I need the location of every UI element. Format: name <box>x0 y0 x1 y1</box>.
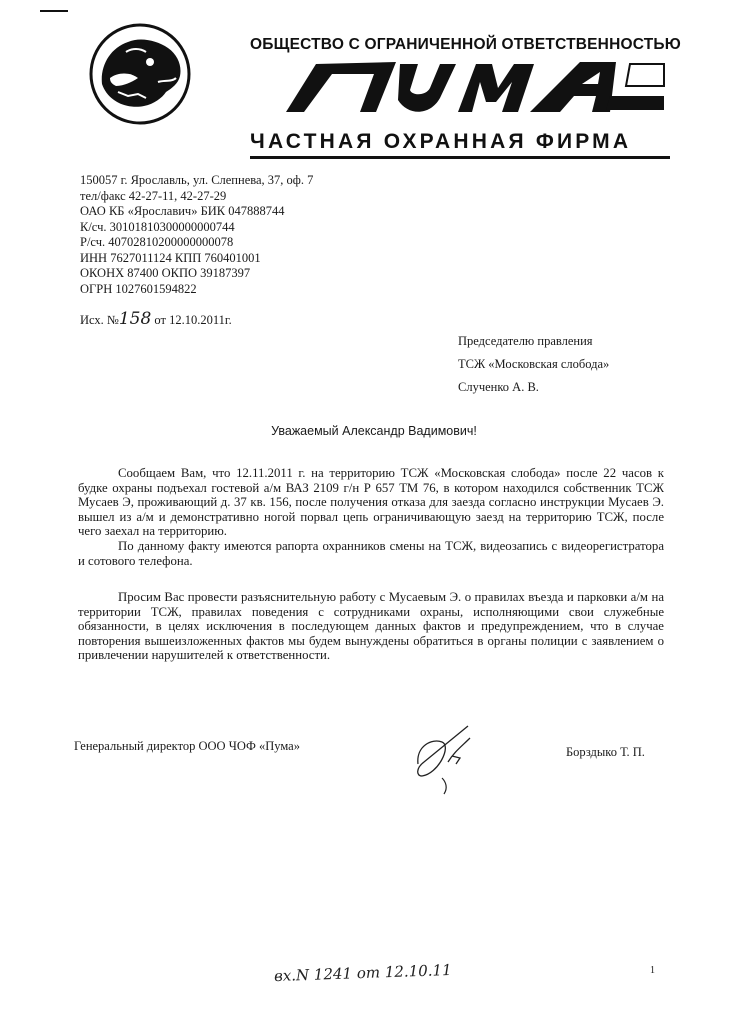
outgoing-reference <box>80 309 232 329</box>
requisite-inn: ИНН 7627011124 КПП 760401001 <box>80 250 261 265</box>
outgoing-number: 158 <box>118 309 152 329</box>
addressee-block <box>458 330 609 399</box>
body-paragraph-3: Просим Вас провести разъяснительную работу с Мусаевым Э. о правилах въезда и парковки а/м на территории ТСЖ, правилах поведения с сотрудниками охраны, исполняющими свои служебные обязанности, в целях исключения в последующем данных фактов и предупреждением, что в случае повторения вышеизложенных фактов мы будем вынуждены обратиться в органы полиции с заявлением о привлечении нарушителей к ответственности. <box>78 590 664 663</box>
outgoing-date: от 12.10.2011г. <box>154 313 232 327</box>
body-paragraph-1: Сообщаем Вам, что 12.11.2011 г. на территорию ТСЖ «Московская слобода» после 22 часов к будке охраны подъехал гостевой а/м ВАЗ 2109 г/н Р 657 ТМ 76, в котором находился собственник ТСЖ Мусаев Э, проживающий д. 37 кв. 156, после получения отказа для заезда согласно инструкции Мусаев Э. вышел из а/м и демонстративно ногой порвал цепь ограничивающую заезд на территорию ТСЖ, после чего заехал на территорию. <box>78 466 664 539</box>
addressee-name: Слученко А. В. <box>458 380 539 394</box>
company-requisites <box>80 173 313 297</box>
handwritten-signature <box>408 716 492 796</box>
brand-wordmark-logo <box>280 56 670 116</box>
requisite-corr-account: К/сч. 30101810300000000744 <box>80 219 235 234</box>
addressee-position: Председателю правления <box>458 334 593 348</box>
body-paragraph-2: По данному факту имеются рапорта охранников смены на ТСЖ, видеозапись с видеорегистратора и сотового телефона. <box>78 538 664 568</box>
greeting: Уважаемый Александр Вадимович! <box>271 424 477 438</box>
requisite-bank: ОАО КБ «Ярославич» БИК 047888744 <box>80 204 285 218</box>
requisite-ogrn: ОГРН 1027601594822 <box>80 281 197 296</box>
signatory-position: Генеральный директор ООО ЧОФ «Пума» <box>74 739 300 753</box>
signatory-name: Борздыко Т. П. <box>566 745 645 759</box>
letter-body-part2 <box>78 590 664 663</box>
addressee-organization: ТСЖ «Московская слобода» <box>458 357 610 371</box>
requisite-okonh: ОКОНХ 87400 ОКПО 39187397 <box>80 266 251 280</box>
company-subtitle: ЧАСТНАЯ ОХРАННАЯ ФИРМА <box>250 130 632 153</box>
incoming-registration-note: вх.N 1241 от 12.10.11 <box>273 960 452 986</box>
requisite-address: 150057 г. Ярославль, ул. Слепнева, 37, оф. 7 <box>80 173 314 187</box>
requisite-phone: тел/факс 42-27-11, 42-27-29 <box>80 188 227 203</box>
page-number: 1 <box>650 965 655 976</box>
scan-mark <box>40 10 68 12</box>
requisite-account: Р/сч. 40702810200000000078 <box>80 235 234 249</box>
outgoing-prefix: Исх. № <box>80 313 119 327</box>
puma-head-logo <box>88 22 192 126</box>
letterhead-rule <box>250 156 670 159</box>
letter-body-part1 <box>78 466 664 568</box>
company-legal-form: ОБЩЕСТВО С ОГРАНИЧЕННОЙ ОТВЕТСТВЕННОСТЬЮ <box>250 36 681 53</box>
